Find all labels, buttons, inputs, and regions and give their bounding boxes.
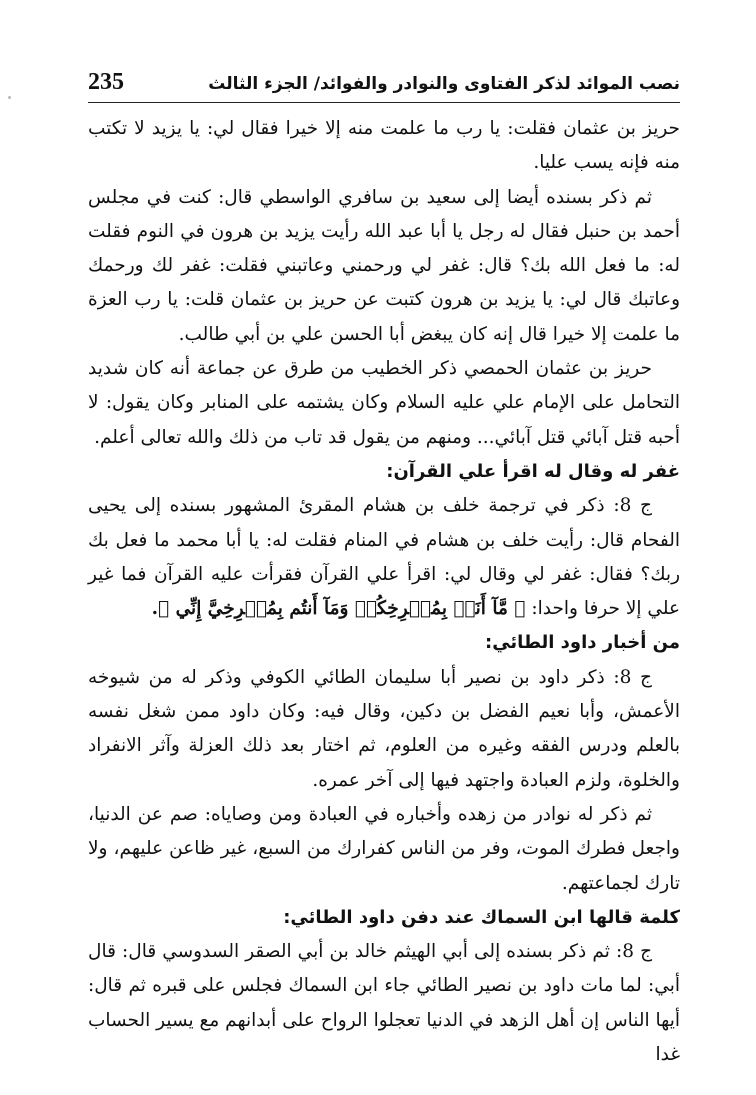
page-header xyxy=(88,58,680,103)
paragraph-khalaf-text: ج 8: ذكر في ترجمة خلف بن هشام المقرئ المشهور بسنده إلى يحيى الفحام قال: رأيت خلف بن هشام في المنام فقلت له: يا أبا محمد ما فعل بك ربك؟ فقال: غفر لي وقال لي: اقرأ علي القرآن فقرأت عليه القرآن فما غير علي إلا حرفا واحدا: xyxy=(88,495,680,620)
section-heading-khalaf: غفر له وقال له اقرأ علي القرآن: xyxy=(386,460,680,482)
quran-verse: ﴿ مَّآ أَنَا۠ بِمُصۡرِخِكُمۡ وَمَآ أَنتُم بِمُصۡرِخِيَّ إِنِّي ﴾. xyxy=(151,598,526,620)
paragraph-khalaf-dream xyxy=(88,489,680,626)
paragraph-ibn-sammak: ج 8: ثم ذكر بسنده إلى أبي الهيثم خالد بن أبي الصقر السدوسي قال: قال أبي: لما مات داود بن نصير الطائي جاء ابن السماك فجلس على قبره ثم قال: أيها الناس إن أهل الزهد في الدنيا تعجلوا الرواح على أبدانهم مع يسير الحساب غدا xyxy=(88,941,680,1066)
paragraph-yazid-dream: ثم ذكر بسنده أيضا إلى سعيد بن سافري الواسطي قال: كنت في مجلس أحمد بن حنبل فقال له رجل يا أبا عبد الله رأيت يزيد بن هرون في النوم فقلت له: ما فعل الله بك؟ قال: غفر لي ورحمني وعاتبني فقلت: غفر لك ورحمك وعاتبك قال لي: يا يزيد بن هرون كتبت عن حريز بن عثمان قلت: يا رب العزة ما علمت إلا خيرا قال إنه كان يبغض أبا الحسن علي بن أبي طالب. xyxy=(88,186,680,345)
paragraph-dawud-bio: ج 8: ذكر داود بن نصير أبا سليمان الطائي الكوفي وذكر له من شيوخه الأعمش، وأبا نعيم الفضل بن دكين، وقال فيه: وكان داود ممن شغل نفسه بالعلم ودرس الفقه وغيره من العلوم، ثم اختار بعد ذلك العزلة وآثر الانفراد والخلوة، ولزم العبادة واجتهد فيها إلى آخر عمره. xyxy=(88,666,680,791)
running-title: نصب الموائد لذكر الفتاوى والنوادر والفوائد/ الجزء الثالث xyxy=(208,74,680,94)
paragraph-hariz-continuation: حريز بن عثمان فقلت: يا رب ما علمت منه إلا خيرا فقال لي: يا يزيد لا تكتب منه فإنه يسب عليا. xyxy=(88,118,680,174)
section-heading-ibn-sammak: كلمة قالها ابن السماك عند دفن داود الطائي: xyxy=(283,906,680,928)
scan-speck xyxy=(8,96,11,99)
page-body xyxy=(88,112,680,1072)
book-page xyxy=(88,0,680,1095)
paragraph-hariz-homsi: حريز بن عثمان الحمصي ذكر الخطيب من طرق عن جماعة أنه كان شديد التحامل على الإمام علي عليه السلام وكان يشتمه على المنابر وكان يقول: لا أحبه قتل آبائي قتل آبائي... ومنهم من يقول قد تاب من ذلك والله تعالى أعلم. xyxy=(88,358,680,448)
page-number: 235 xyxy=(88,69,124,95)
paragraph-dawud-advice: ثم ذكر له نوادر من زهده وأخباره في العبادة ومن وصاياه: صم عن الدنيا، واجعل فطرك الموت، وفر من الناس كفرارك من السبع، غير ظاعن عليهم، ولا تارك لجماعتهم. xyxy=(88,803,680,894)
section-heading-dawud: من أخبار داود الطائي: xyxy=(485,632,680,654)
